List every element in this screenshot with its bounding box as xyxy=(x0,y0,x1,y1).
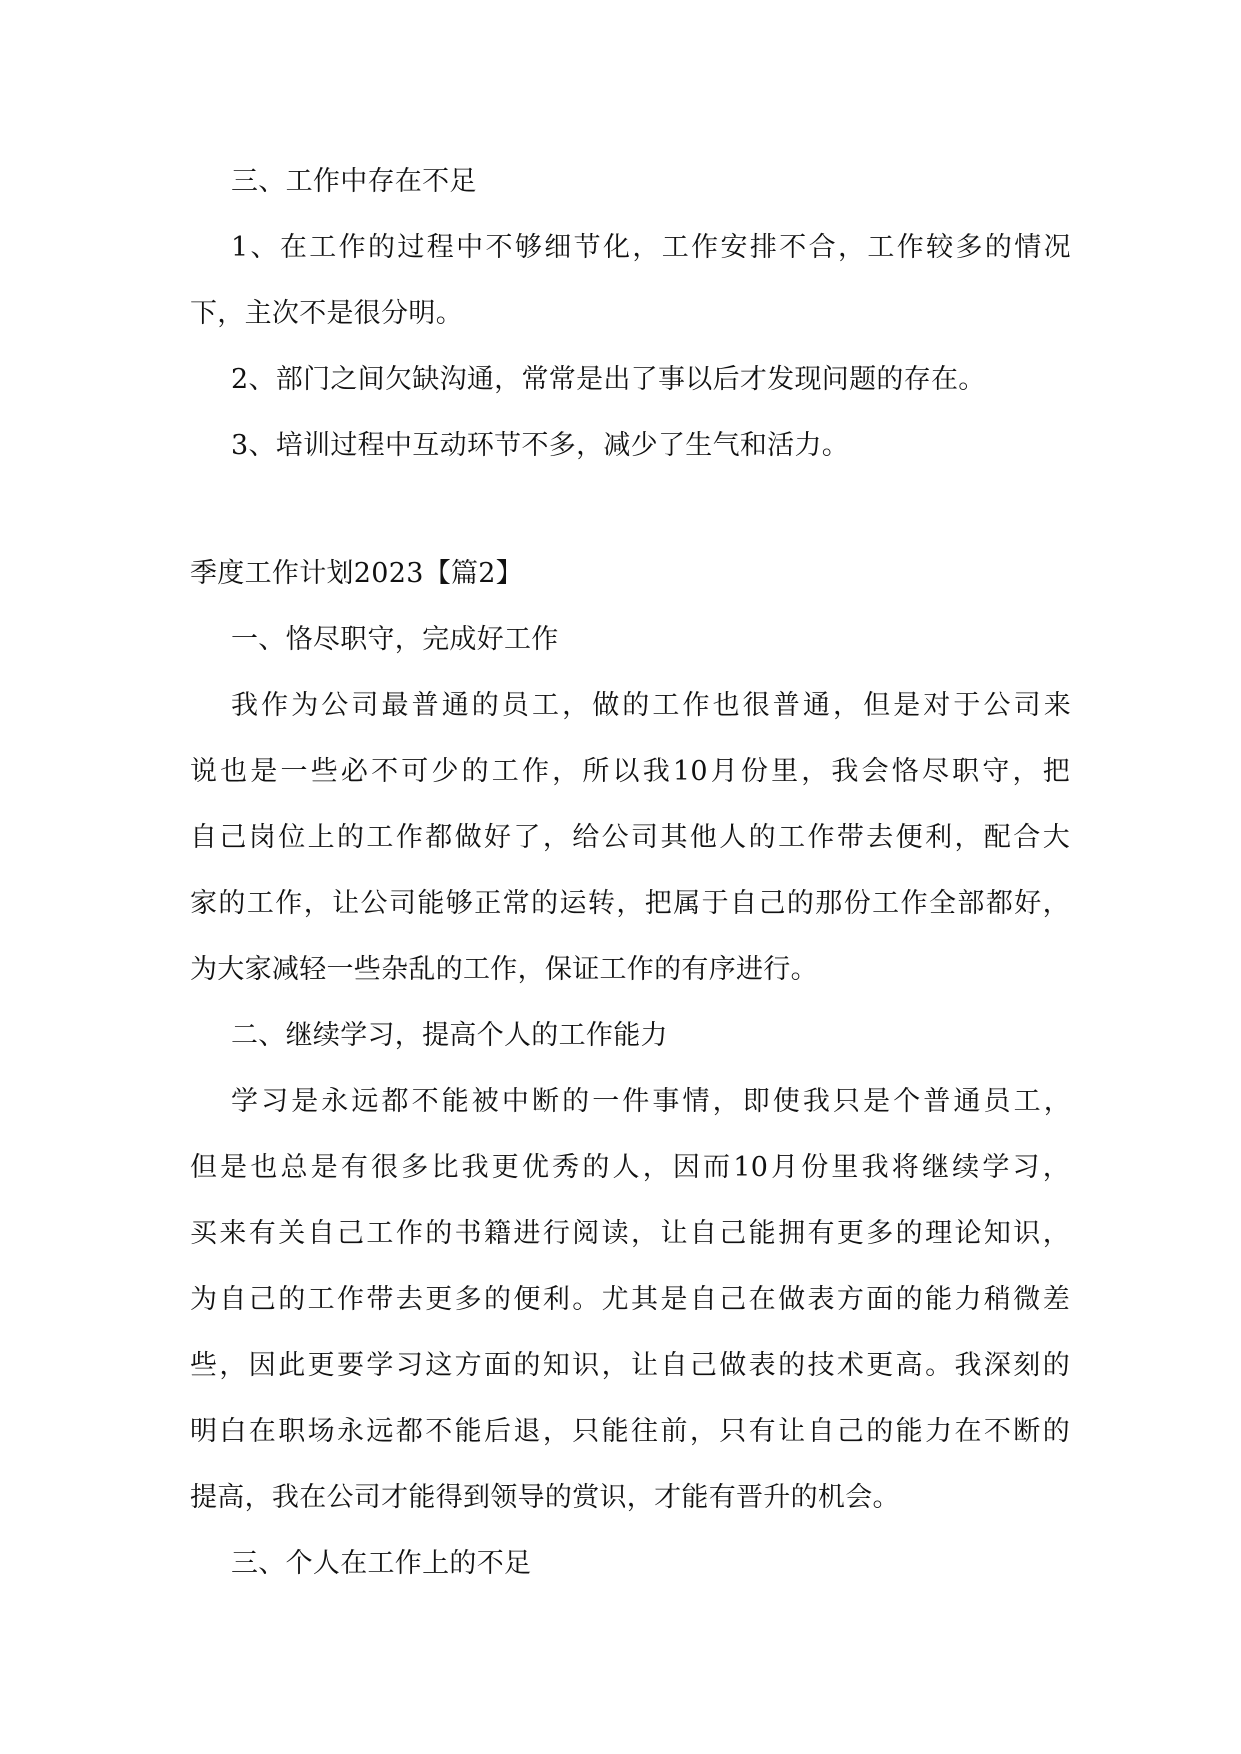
paragraph-line: 我作为公司最普通的员工，做的工作也很普通，但是对于公司来 xyxy=(231,690,1071,721)
paragraph-line: 但是也总是有很多比我更优秀的人，因而10月份里我将继续学习， xyxy=(190,1152,1070,1183)
section-heading: 三、个人在工作上的不足 xyxy=(231,1548,532,1579)
section-heading: 三、工作中存在不足 xyxy=(231,166,477,197)
paragraph-line: 买来有关自己工作的书籍进行阅读，让自己能拥有更多的理论知识， xyxy=(190,1218,1070,1249)
paragraph-line: 说也是一些必不可少的工作，所以我10月份里，我会恪尽职守，把 xyxy=(190,756,1070,787)
section-heading: 一、恪尽职守，完成好工作 xyxy=(231,624,559,655)
list-item-line: 下，主次不是很分明。 xyxy=(190,298,463,329)
list-item: 3、培训过程中互动环节不多，减少了生气和活力。 xyxy=(231,430,850,461)
paragraph-line: 家的工作，让公司能够正常的运转，把属于自己的那份工作全部都好， xyxy=(190,888,1070,919)
paragraph-line: 提高，我在公司才能得到领导的赏识，才能有晋升的机会。 xyxy=(190,1482,900,1513)
section-heading: 二、继续学习，提高个人的工作能力 xyxy=(231,1020,668,1051)
paragraph-line: 些，因此更要学习这方面的知识，让自己做表的技术更高。我深刻的 xyxy=(190,1350,1070,1381)
paragraph-line: 学习是永远都不能被中断的一件事情，即使我只是个普通员工， xyxy=(231,1086,1071,1117)
list-item-line: 1、在工作的过程中不够细节化，工作安排不合，工作较多的情况 xyxy=(231,232,1071,263)
paragraph-line: 为自己的工作带去更多的便利。尤其是自己在做表方面的能力稍微差 xyxy=(190,1284,1070,1315)
paragraph-line: 为大家减轻一些杂乱的工作，保证工作的有序进行。 xyxy=(190,954,818,985)
list-item: 2、部门之间欠缺沟通，常常是出了事以后才发现问题的存在。 xyxy=(231,364,986,395)
paragraph-line: 自己岗位上的工作都做好了，给公司其他人的工作带去便利，配合大 xyxy=(190,822,1070,853)
paragraph-line: 明白在职场永远都不能后退，只能往前，只有让自己的能力在不断的 xyxy=(190,1416,1070,1447)
document-title: 季度工作计划2023【篇2】 xyxy=(190,558,524,589)
